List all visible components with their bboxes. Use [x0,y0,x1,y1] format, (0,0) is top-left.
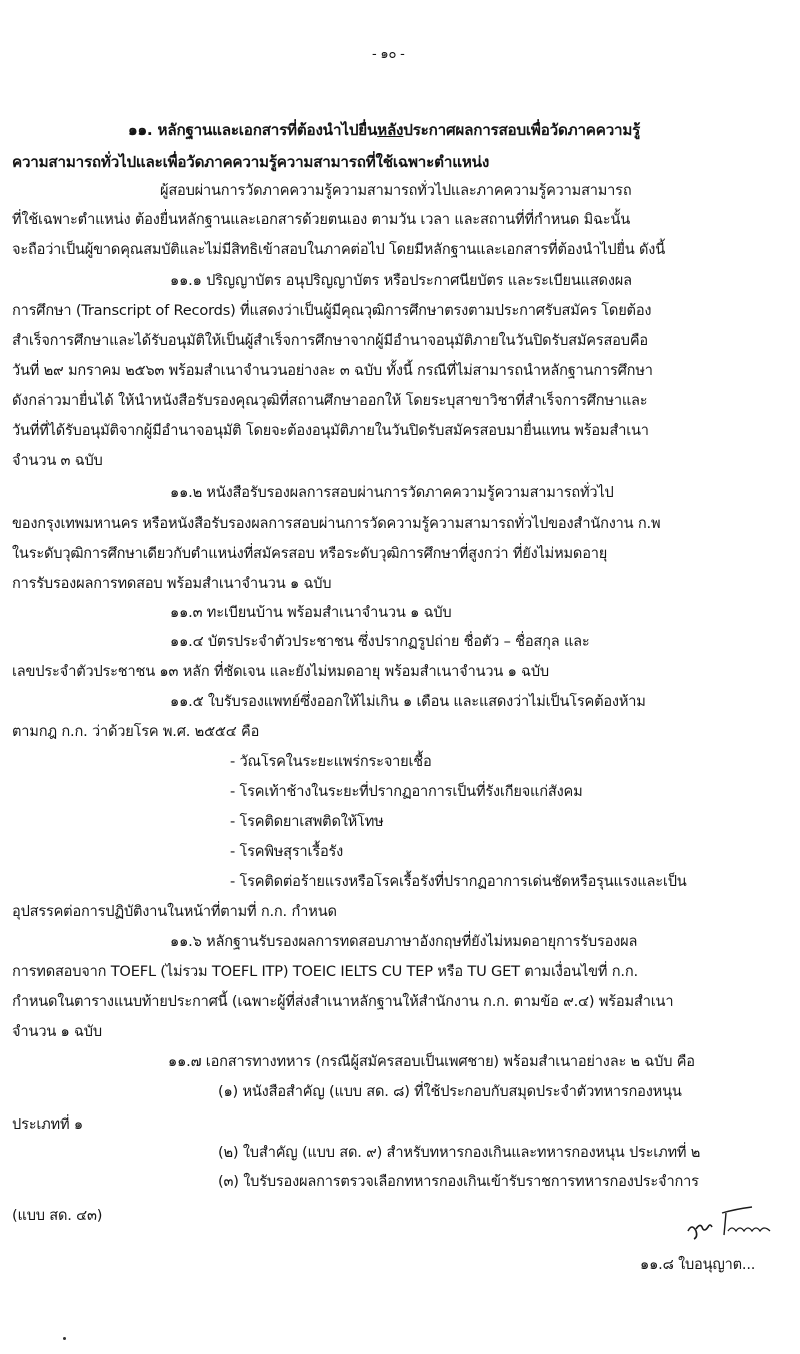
item-11-1-line: ๑๑.๑ ปริญญาบัตร อนุปริญญาบัตร หรือประกาศนียบัตร และระเบียนแสดงผล [170,272,632,289]
item-11-7-sub3: (๓) ใบรับรองผลการตรวจเลือกทหารกองเกินเข้ารับราชการทหารกองประจำการ [218,1173,699,1190]
item-11-5-line: ๑๑.๕ ใบรับรองแพทย์ซึ่งออกให้ไม่เกิน ๑ เดือน และแสดงว่าไม่เป็นโรคต้องห้าม [170,693,646,710]
heading-suffix: ประกาศผลการสอบเพื่อวัดภาคความรู้ [403,121,641,139]
item-11-7-sub1-cont: ประเภทที่ ๑ [12,1116,83,1133]
item-11-5-continuation: อุปสรรคต่อการปฏิบัติงานในหน้าที่ตามที่ ก.ก. กำหนด [12,903,337,920]
item-11-6-line: ๑๑.๖ หลักฐานรับรองผลการทดสอบภาษาอังกฤษที่ยังไม่หมดอายุการรับรองผล [170,933,638,950]
item-11-7-sub2: (๒) ใบสำคัญ (แบบ สด. ๙) สำหรับทหารกองเกินและทหารกองหนุน ประเภทที่ ๒ [218,1144,701,1161]
heading-prefix: ๑๑. หลักฐานและเอกสารที่ต้องนำไปยื่น [128,121,378,139]
item-11-2-line: การรับรองผลการทดสอบ พร้อมสำเนาจำนวน ๑ ฉบับ [12,575,332,592]
item-11-6-line: จำนวน ๑ ฉบับ [12,1023,102,1040]
heading-underlined-word: หลัง [377,121,404,139]
item-11-7-sub1: (๑) หนังสือสำคัญ (แบบ สด. ๘) ที่ใช้ประกอบกับสมุดประจำตัวทหารกองหนุน [218,1083,682,1100]
page-number: - ๑๐ - [372,47,405,62]
item-11-1-line: จำนวน ๓ ฉบับ [12,452,103,469]
disease-list-item: - โรคติดต่อร้ายแรงหรือโรคเรื้อรังที่ปรากฏอาการเด่นชัดหรือรุนแรงและเป็น [230,873,687,890]
item-11-6-line: กำหนดในตารางแนบท้ายประกาศนี้ (เฉพาะผู้ที่ส่งสำเนาหลักฐานให้สำนักงาน ก.ก. ตามข้อ ๙.๔) พร้อมสำเนา [12,993,674,1010]
item-11-7-intro: ๑๑.๗ เอกสารทางทหาร (กรณีผู้สมัครสอบเป็นเพศชาย) พร้อมสำเนาอย่างละ ๒ ฉบับ คือ [168,1053,695,1070]
signature-icon [680,1205,800,1243]
item-11-5-line: ตามกฎ ก.ก. ว่าด้วยโรค พ.ศ. ๒๕๕๔ คือ [12,723,260,740]
item-11-4-line: ๑๑.๔ บัตรประจำตัวประชาชน ซึ่งปรากฏรูปถ่าย ชื่อตัว – ชื่อสกุล และ [170,633,590,650]
item-11-2-line: ๑๑.๒ หนังสือรับรองผลการสอบผ่านการวัดภาคความรู้ความสามารถทั่วไป [170,484,614,501]
item-11-1-line: การศึกษา (Transcript of Records) ที่แสดงว่าเป็นผู้มีคุณวุฒิการศึกษาตรงตามประกาศรับสมัคร โดยต้อง [12,302,652,319]
scan-speck [63,1337,66,1340]
intro-line: ผู้สอบผ่านการวัดภาคความรู้ความสามารถทั่วไปและภาคความรู้ความสามารถ [160,182,632,199]
intro-line: ที่ใช้เฉพาะตำแหน่ง ต้องยื่นหลักฐานและเอกสารด้วยตนเอง ตามวัน เวลา และสถานที่ที่กำหนด มิฉะนั้น [12,211,630,228]
item-11-2-line: ของกรุงเทพมหานคร หรือหนังสือรับรองผลการสอบผ่านการวัดความรู้ความสามารถทั่วไปของสำนักงาน ก.พ [12,515,661,532]
intro-line: จะถือว่าเป็นผู้ขาดคุณสมบัติและไม่มีสิทธิเข้าสอบในภาคต่อไป โดยมีหลักฐานและเอกสารที่ต้องนำไปยื่น ดังนี้ [12,241,665,258]
item-11-1-line: วันที่ ๒๙ มกราคม ๒๕๖๓ พร้อมสำเนาจำนวนอย่างละ ๓ ฉบับ ทั้งนี้ กรณีที่ไม่สามารถนำหลักฐานการศึกษา [12,362,653,379]
disease-list-item: - โรคพิษสุราเรื้อรัง [230,843,344,860]
next-page-continuation: ๑๑.๘ ใบอนุญาต... [640,1256,756,1273]
disease-list-item: - โรคเท้าช้างในระยะที่ปรากฏอาการเป็นที่รังเกียจแก่สังคม [230,783,583,800]
item-11-7-sub3-cont: (แบบ สด. ๔๓) [12,1207,103,1224]
section-heading-line1 [128,120,640,140]
disease-list-item: - วัณโรคในระยะแพร่กระจายเชื้อ [230,753,432,770]
item-11-4-line: เลขประจำตัวประชาชน ๑๓ หลัก ที่ชัดเจน และยังไม่หมดอายุ พร้อมสำเนาจำนวน ๑ ฉบับ [12,663,549,680]
item-11-1-line: ดังกล่าวมายื่นได้ ให้นำหนังสือรับรองคุณวุฒิที่สถานศึกษาออกให้ โดยระบุสาขาวิชาที่สำเร็จการศึกษาและ [12,392,648,409]
item-11-3-line: ๑๑.๓ ทะเบียนบ้าน พร้อมสำเนาจำนวน ๑ ฉบับ [170,604,452,621]
item-11-2-line: ในระดับวุฒิการศึกษาเดียวกับตำแหน่งที่สมัครสอบ หรือระดับวุฒิการศึกษาที่สูงกว่า ที่ยังไม่หมดอายุ [12,545,608,562]
item-11-1-line: วันที่ที่ได้รับอนุมัติจากผู้มีอำนาจอนุมัติ โดยจะต้องอนุมัติภายในวันปิดรับสมัครสอบมายื่นแทน พร้อมสำเนา [12,422,649,439]
disease-list-item: - โรคติดยาเสพติดให้โทษ [230,813,384,830]
item-11-1-line: สำเร็จการศึกษาและได้รับอนุมัติให้เป็นผู้สำเร็จการศึกษาจากผู้มีอำนาจอนุมัติภายในวันปิดรับสมัครสอบคือ [12,332,648,349]
section-heading-line2: ความสามารถทั่วไปและเพื่อวัดภาคความรู้ความสามารถที่ใช้เฉพาะตำแหน่ง [12,153,490,171]
item-11-6-line: การทดสอบจาก TOEFL (ไม่รวม TOEFL ITP) TOEIC IELTS CU TEP หรือ TU GET ตามเงื่อนไขที่ ก.ก. [12,963,638,980]
